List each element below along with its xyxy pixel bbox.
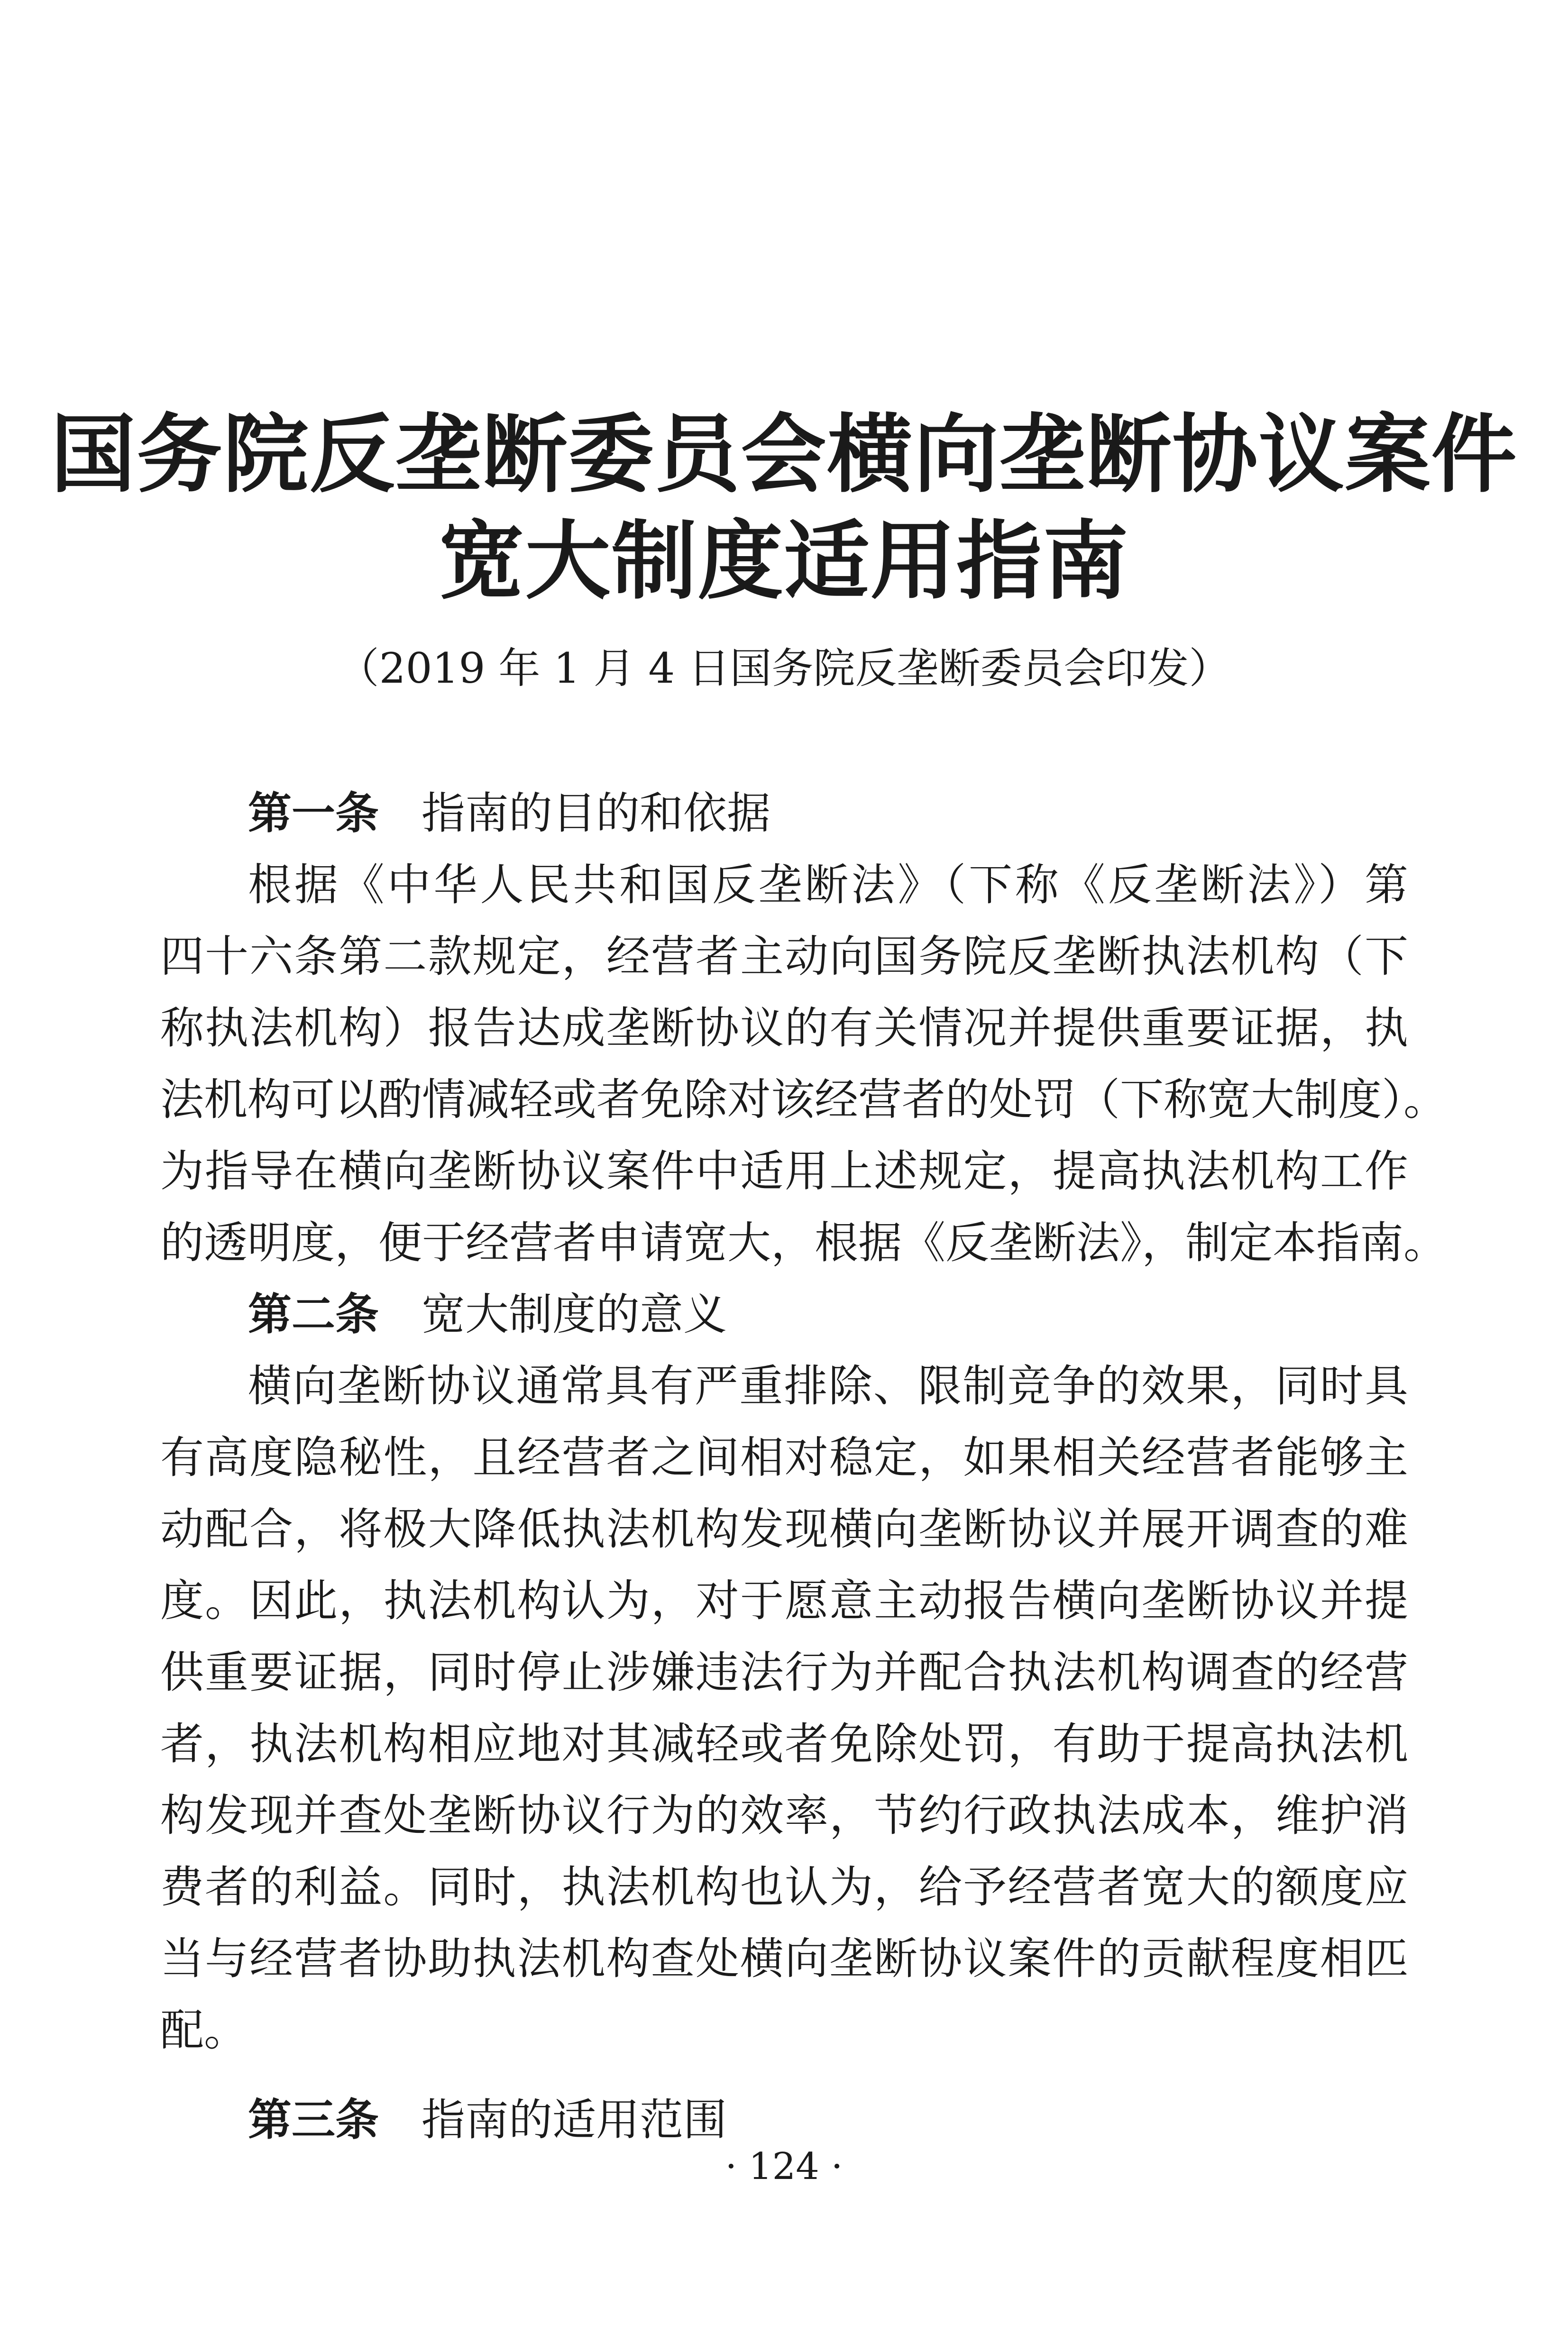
paragraph-line: 四十六条第二款规定，经营者主动向国务院反垄断执法机构（下 (160, 931, 1408, 982)
paragraph-line: 动配合，将极大降低执法机构发现横向垄断协议并展开调查的难 (160, 1504, 1408, 1555)
paragraph-line: 者，执法机构相应地对其减轻或者免除处罚，有助于提高执法机 (160, 1719, 1408, 1769)
document-subtitle: （2019 年 1 月 4 日国务院反垄断委员会印发） (337, 644, 1231, 693)
document-title-line-1: 国务院反垄断委员会横向垄断协议案件 (50, 405, 1518, 504)
document-title-line-2: 宽大制度适用指南 (439, 512, 1129, 611)
paragraph-line: 度。因此，执法机构认为，对于愿意主动报告横向垄断协议并提 (160, 1575, 1408, 1626)
article-1-heading (160, 778, 1408, 849)
paragraph-line: 称执法机构）报告达成垄断协议的有关情况并提供重要证据，执 (160, 1003, 1408, 1053)
paragraph-line: 配。 (160, 2005, 248, 2056)
paragraph-line: 横向垄断协议通常具有严重排除、限制竞争的效果，同时具 (248, 1361, 1408, 1411)
document-body (160, 778, 1448, 2156)
article-title: 指南的目的和依据 (422, 788, 771, 839)
page-number: · 124 · (725, 2145, 843, 2188)
paragraph-line: 供重要证据，同时停止涉嫌违法行为并配合执法机构调查的经营 (160, 1647, 1408, 1698)
paragraph-line: 当与经营者协助执法机构查处横向垄断协议案件的贡献程度相匹 (160, 1933, 1408, 1984)
paragraph-line: 的透明度，便于经营者申请宽大，根据《反垄断法》，制定本指南。 (160, 1217, 1448, 1268)
paragraph-line: 根据《中华人民共和国反垄断法》（下称《反垄断法》）第 (248, 860, 1408, 910)
article-title: 宽大制度的意义 (422, 1289, 727, 1340)
article-number: 第三条 (248, 2095, 379, 2145)
article-number: 第二条 (248, 1289, 379, 1340)
article-title: 指南的适用范围 (422, 2095, 727, 2145)
paragraph-line: 为指导在横向垄断协议案件中适用上述规定，提高执法机构工作 (160, 1146, 1408, 1197)
article-2-heading (160, 1279, 1408, 1350)
paragraph-line: 费者的利益。同时，执法机构也认为，给予经营者宽大的额度应 (160, 1862, 1408, 1913)
paragraph-line: 法机构可以酌情减轻或者免除对该经营者的处罚（下称宽大制度）。 (160, 1074, 1448, 1125)
paragraph-line: 有高度隐秘性，且经营者之间相对稳定，如果相关经营者能够主 (160, 1432, 1408, 1483)
article-number: 第一条 (248, 788, 379, 839)
paragraph-line: 构发现并查处垄断协议行为的效率，节约行政执法成本，维护消 (160, 1790, 1408, 1841)
